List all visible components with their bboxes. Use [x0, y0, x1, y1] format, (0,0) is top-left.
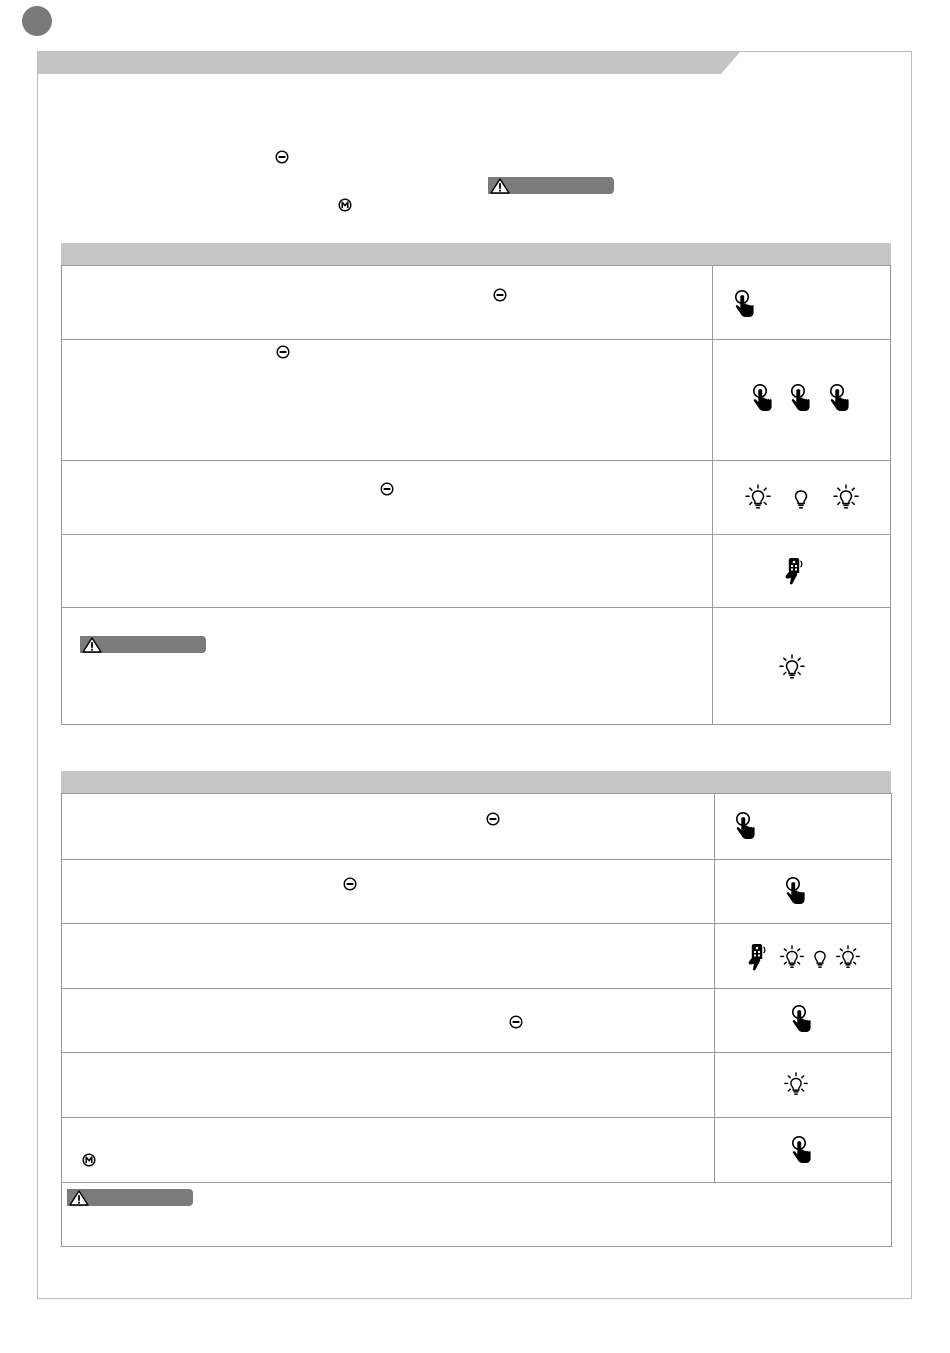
lightbulb-on-icon: [777, 653, 807, 683]
warning-badge: [488, 177, 614, 194]
finger-press-icon: [790, 1004, 814, 1036]
lightbulb-off-icon: [786, 483, 816, 513]
table-1-row-divider: [61, 460, 891, 461]
lightbulb-on-icon: [782, 1071, 810, 1099]
table-1-column-divider: [712, 265, 713, 725]
table-1-row-divider: [61, 607, 891, 608]
m-circle-icon: [338, 198, 352, 212]
finger-press-icon: [790, 1135, 814, 1167]
table-2-row-divider: [61, 1117, 892, 1118]
finger-press-icon: [828, 383, 852, 415]
remote-control-icon: [745, 941, 769, 973]
table-1-row-divider: [61, 534, 891, 535]
lightbulb-on-icon: [778, 944, 806, 972]
table-2-row-divider: [61, 1182, 892, 1183]
minus-circle-icon: [509, 1015, 523, 1029]
minus-circle-icon: [276, 345, 290, 359]
warning-triangle-icon: [69, 1190, 89, 1206]
page-number-marker: [22, 6, 52, 36]
m-circle-icon: [82, 1153, 96, 1167]
table-1-header: [61, 243, 891, 265]
table-2: [61, 793, 892, 1247]
table-2-row-divider: [61, 988, 892, 989]
finger-press-icon: [734, 811, 758, 843]
lightbulb-off-icon: [806, 944, 834, 972]
finger-press-icon: [751, 383, 775, 415]
minus-circle-icon: [486, 812, 500, 826]
chapter-header-band: [38, 52, 740, 74]
minus-circle-icon: [493, 288, 507, 302]
remote-control-icon: [782, 555, 806, 587]
warning-triangle-icon: [82, 637, 102, 653]
minus-circle-icon: [343, 877, 357, 891]
table-2-row-divider: [61, 859, 892, 860]
warning-badge: [67, 1189, 193, 1206]
table-2-row-divider: [61, 923, 892, 924]
warning-badge: [80, 636, 206, 653]
finger-press-icon: [789, 383, 813, 415]
table-1-row-divider: [61, 339, 891, 340]
table-2-row-divider: [61, 1052, 892, 1053]
warning-triangle-icon: [490, 178, 510, 194]
finger-press-icon: [784, 876, 808, 908]
lightbulb-on-icon: [743, 483, 773, 513]
lightbulb-on-icon: [831, 483, 861, 513]
minus-circle-icon: [380, 482, 394, 496]
table-2-header: [61, 771, 891, 793]
minus-circle-icon: [275, 150, 289, 164]
lightbulb-on-icon: [834, 944, 862, 972]
finger-press-icon: [733, 289, 757, 321]
